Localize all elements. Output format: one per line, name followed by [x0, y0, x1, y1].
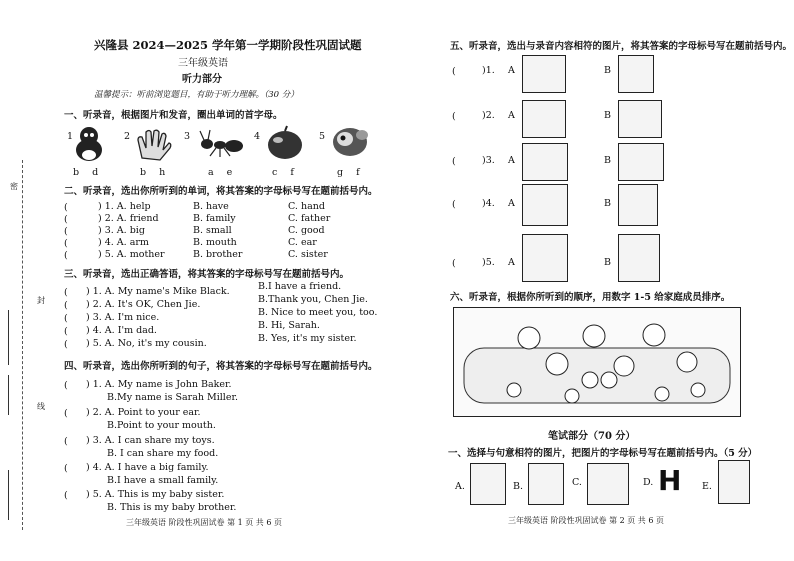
- w1-pic-b: [528, 463, 564, 505]
- s1-num-4: 4: [254, 131, 261, 142]
- s1-letters-2: b h: [140, 167, 166, 178]
- s1-num-1: 1: [67, 131, 74, 142]
- s1-letters-3: a e: [208, 167, 233, 178]
- s1-letters-1: b d: [73, 167, 99, 178]
- s4-q1-a: ) 1. A. My name is John Baker.: [86, 379, 232, 390]
- binding-line: [22, 160, 23, 530]
- s5-q4-num: )4.: [482, 198, 495, 209]
- s3-q4-b: B. Hi, Sarah.: [258, 320, 320, 331]
- s5-q2-pic-a: [522, 100, 566, 138]
- written-section: 笔试部分（70 分）: [548, 431, 636, 442]
- s4-q3-b: B. I can share my food.: [107, 448, 219, 459]
- s5-q1-pic-b: [618, 55, 654, 93]
- s3-q3-a: ) 3. A. I'm nice.: [86, 312, 160, 323]
- s4-q3-a: ) 3. A. I can share my toys.: [86, 435, 215, 446]
- family-picture: [453, 307, 741, 417]
- answer-paren[interactable]: (: [64, 313, 68, 324]
- margin-name-line: [8, 310, 9, 365]
- hand-icon: [134, 128, 174, 162]
- s2-q1-b: B. have: [193, 201, 229, 212]
- s5-q4-b: B: [604, 198, 611, 209]
- answer-paren[interactable]: (: [64, 226, 68, 237]
- answer-paren[interactable]: (: [64, 214, 68, 225]
- s5-q5-a: A: [508, 257, 515, 268]
- s4-q4-b: B.I have a small family.: [107, 475, 219, 486]
- s2-q2-b: B. family: [193, 213, 236, 224]
- answer-paren[interactable]: (: [64, 339, 68, 350]
- family-illustration: [454, 308, 740, 416]
- answer-paren[interactable]: (: [64, 287, 68, 298]
- s2-q2-c: C. father: [288, 213, 331, 224]
- s5-q2-b: B: [604, 110, 611, 121]
- w1-heading: 一、选择与句意相符的图片，把图片的字母标号写在题前括号内。（5 分）: [448, 448, 758, 459]
- s2-q4-c: C. ear: [288, 237, 317, 248]
- answer-paren[interactable]: (: [64, 490, 68, 501]
- s5-q3-pic-a: [522, 143, 568, 181]
- answer-paren[interactable]: (: [64, 202, 68, 213]
- s5-q1-num: )1.: [482, 65, 495, 76]
- w1-label-c: C.: [572, 477, 582, 488]
- right-footer: 三年级英语 阶段性巩固试卷 第 2 页 共 6 页: [508, 516, 664, 525]
- s3-q4-a: ) 4. A. I'm dad.: [86, 325, 157, 336]
- s5-q1-a: A: [508, 65, 515, 76]
- s5-q5-num: )5.: [482, 257, 495, 268]
- s5-q5-b: B: [604, 257, 611, 268]
- fish-icon: [330, 123, 372, 159]
- dog-icon: [72, 125, 106, 163]
- s5-q4-a: A: [508, 198, 515, 209]
- answer-paren[interactable]: (: [64, 250, 68, 261]
- w1-pic-a: [470, 463, 506, 505]
- s5-q3-pic-b: [618, 143, 664, 181]
- answer-paren[interactable]: (: [452, 111, 456, 122]
- s3-q5-b: B. Yes, it's my sister.: [258, 333, 357, 344]
- s5-q2-a: A: [508, 110, 515, 121]
- exam-title: 兴隆县 2024—2025 学年第一学期阶段性巩固试题: [94, 38, 362, 52]
- s2-heading: 二、听录音，选出你所听到的单词，将其答案的字母标号写在题前括号内。: [64, 186, 378, 197]
- answer-paren[interactable]: (: [64, 326, 68, 337]
- answer-paren[interactable]: (: [64, 300, 68, 311]
- s5-q1-b: B: [604, 65, 611, 76]
- answer-paren[interactable]: (: [64, 463, 68, 474]
- s5-q1-pic-a: [522, 55, 566, 93]
- w1-label-e: E.: [702, 481, 712, 492]
- s1-heading: 一、听录音，根据图片和发音，圈出单词的首字母。: [64, 110, 283, 121]
- s1-num-5: 5: [319, 131, 326, 142]
- s1-num-2: 2: [124, 131, 131, 142]
- grade-subtitle: 三年级英语: [178, 58, 228, 69]
- s2-q4-b: B. mouth: [193, 237, 237, 248]
- answer-paren[interactable]: (: [64, 408, 68, 419]
- s4-heading: 四、听录音，选出你所听到的句子，将其答案的字母标号写在题前括号内。: [64, 361, 378, 372]
- s3-q2-a: ) 2. A. It's OK, Chen Jie.: [86, 299, 201, 310]
- s4-q2-a: ) 2. A. Point to your ear.: [86, 407, 201, 418]
- s5-q4-pic-b: [618, 184, 658, 226]
- margin-feng: 封: [37, 296, 45, 305]
- s3-q1-b: B.I have a friend.: [258, 281, 342, 292]
- margin-school-line: [8, 470, 9, 520]
- s4-q5-a: ) 5. A. This is my baby sister.: [86, 489, 225, 500]
- s5-q2-pic-b: [618, 100, 662, 138]
- right-page: [400, 0, 794, 561]
- s5-q5-pic-b: [618, 234, 660, 282]
- s5-q4-pic-a: [522, 184, 568, 226]
- s2-q3-c: C. good: [288, 225, 325, 236]
- s5-q3-b: B: [604, 155, 611, 166]
- s5-q3-num: )3.: [482, 155, 495, 166]
- s3-heading: 三、听录音，选出正确答语，将其答案的字母标号写在题前括号内。: [64, 269, 350, 280]
- margin-class-line: [8, 375, 9, 415]
- egg-icon: [265, 124, 305, 162]
- left-footer: 三年级英语 阶段性巩固试卷 第 1 页 共 6 页: [126, 518, 282, 527]
- s2-q5-a: ) 5. A. mother: [98, 249, 165, 260]
- s4-q4-a: ) 4. A. I have a big family.: [86, 462, 209, 473]
- w1-label-b: B.: [513, 481, 524, 492]
- w1-label-d: D.: [643, 477, 654, 488]
- s2-q3-b: B. small: [193, 225, 232, 236]
- listening-section: 听力部分: [182, 74, 222, 85]
- answer-paren[interactable]: (: [64, 380, 68, 391]
- margin-mi: 密: [10, 182, 18, 191]
- w1-label-a: A.: [455, 481, 465, 492]
- answer-paren[interactable]: (: [452, 66, 456, 77]
- s2-q1-c: C. hand: [288, 201, 325, 212]
- w1-pic-c: [587, 463, 629, 505]
- s5-q2-num: )2.: [482, 110, 495, 121]
- s3-q5-a: ) 5. A. No, it's my cousin.: [86, 338, 207, 349]
- s1-letters-4: c f: [272, 167, 294, 178]
- tip-text: 温馨提示：听前浏览题目，有助于听力理解。（30 分）: [94, 90, 299, 100]
- s3-q3-b: B. Nice to meet you, too.: [258, 307, 378, 318]
- s2-q5-c: C. sister: [288, 249, 328, 260]
- s5-q3-a: A: [508, 155, 515, 166]
- s4-q1-b: B.My name is Sarah Miller.: [107, 392, 238, 403]
- s1-letters-5: g f: [337, 167, 360, 178]
- s2-q3-a: ) 3. A. big: [98, 225, 145, 236]
- s3-q1-a: ) 1. A. My name's Mike Black.: [86, 286, 230, 297]
- s4-q5-b: B. This is my baby brother.: [107, 502, 237, 513]
- answer-paren[interactable]: (: [452, 156, 456, 167]
- s5-heading: 五、听录音，选出与录音内容相符的图片，将其答案的字母标号写在题前括号内。: [450, 41, 793, 52]
- answer-paren[interactable]: (: [64, 436, 68, 447]
- s2-q2-a: ) 2. A. friend: [98, 213, 159, 224]
- s2-q1-a: ) 1. A. help: [98, 201, 151, 212]
- answer-paren[interactable]: (: [64, 238, 68, 249]
- s4-q2-b: B.Point to your mouth.: [107, 420, 216, 431]
- answer-paren[interactable]: (: [452, 258, 456, 269]
- w1-letter-h: H: [658, 464, 682, 497]
- s1-num-3: 3: [184, 131, 191, 142]
- s5-q5-pic-a: [522, 234, 568, 282]
- s2-q5-b: B. brother: [193, 249, 243, 260]
- answer-paren[interactable]: (: [452, 199, 456, 210]
- w1-pic-e: [718, 460, 750, 504]
- margin-xian: 线: [37, 402, 45, 411]
- s2-q4-a: ) 4. A. arm: [98, 237, 149, 248]
- ant-icon: [198, 128, 244, 158]
- s3-q2-b: B.Thank you, Chen Jie.: [258, 294, 368, 305]
- s6-heading: 六、听录音，根据你所听到的顺序，用数字 1-5 给家庭成员排序。: [450, 292, 731, 303]
